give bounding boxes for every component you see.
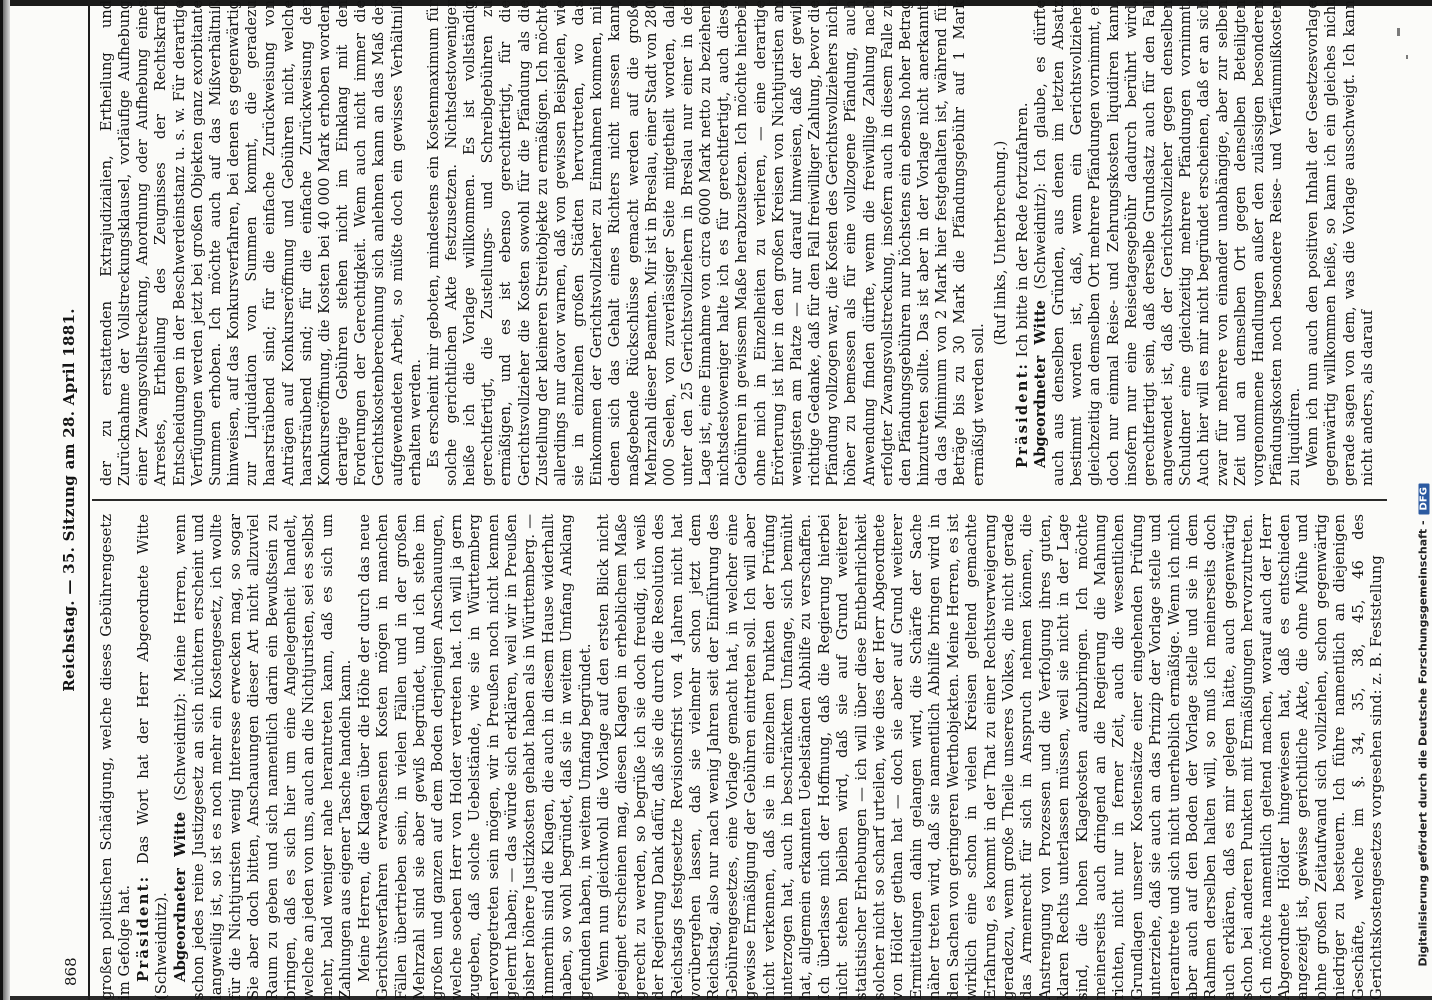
speaker-place: (Schweidnitz): <box>171 692 189 801</box>
paragraph: Wenn nun gleichwohl die Vorlage auf den ersten Blick nicht geeignet erscheinen mag, diesen Klagen in erheblichem Maße gerecht zu werden, so begrüße ich sie doch freudig, ich weiß der Regierung Dank dafür, daß sie die durch die Resolution des Reichstags festgesetzte Revisionsfrist von 4 Jahren nicht hat vorübergehen lassen, daß sie vielmehr schon jetzt dem Reichstag, also nur nach wenig Jahren seit der Einführung des Gebührengesetzes, eine Vorlage gemacht hat, in welcher eine gewisse Ermäßigung der Gebühren eintreten soll. Ich will aber nicht verkennen, daß sie in einzelnen Punkten der Prüfung unterzogen hat, auch in beschränktem Umfange, sich bemüht hat, allgemein erkannten Uebelständen Abhilfe zu verschaffen. Ich überlasse mich der Hoffnung, daß die Regierung hierbei nicht stehen bleiben wird, daß sie auf Grund weiterer statistischer Erhebungen — ich will über diese Entbehrlichkeit solcher nicht so scharf urteilen, wie dies der Herr Abgeordnete von Hölder gethan hat — doch sie aber auf Grund weiterer Ermittelungen dahin gelangen wird, die Schärfe der Sache näher treten wird, daß sie namentlich Abhilfe bringen wird in den Sachen von geringeren Werthobjekten. Meine Herren, es ist wirklich eine schon in vielen Kreisen geltend gemachte Erfahrung, es kommt in der That zu einer Rechtsverweigerung geradezu, wenn große Theile unseres Volkes, die nicht gerade das Armenrecht für sich in Anspruch nehmen können, die Anstrengung von Prozessen und die Verfolgung ihres guten, klaren Rechts unterlassen müssen, weil sie nicht in der Lage sind, die hohen Klagekosten aufzubringen. Ich möchte meinerseits auch dringend an die Regierung die Mahnung richten, nicht nur in ferner Zeit, auch die wesentlichen Grundlagen unserer Kostensätze einer eingehenden Prüfung unterziehe, daß sie auch an das Prinzip der Vorlage stelle und herantrete und sich nicht unerheblich ermäßige. Wenn ich mich aber auch auf den Boden der Vorlage stelle und sie in dem Rahmen derselben halten will, so muß ich meinerseits doch auch erklären, daß es mir gelegen hätte, auch gegenwärtig schon bei anderen Punkten mit Ermäßigungen hervorzutreten. Ich möchte namentlich geltend machen, worauf auch der Herr Abgeordnete Hölder hingewiesen hat, daß es entschieden angezeigt ist, gewisse gerichtliche Akte, die ohne Mühe und ohne großen Zeitaufwand sich vollziehen, schon gegenwärtig niedriger zu besteuern. Ich führe namentlich an diejenigen Geschäfte, welche im §. 34, 35, 38, 45, 46 des Gerichtskostengesetzes vorgesehen sind: z. B. Feststellung <box>594 514 1386 1000</box>
speaker-role: Abgeordneter Witte <box>171 811 189 982</box>
attribution-label: Digitalisierung gefördert durch die Deutsche Forschungsgemeinschaft - <box>1416 520 1430 967</box>
page-header <box>52 0 90 1000</box>
speaker-role: Abgeordneter Witte <box>1031 300 1049 468</box>
attribution-strip <box>1413 0 1432 1000</box>
column-separator <box>92 499 1387 501</box>
paragraph-president <box>135 514 172 1000</box>
interjection: (Ruf links, Unterbrechung.) <box>991 140 1009 346</box>
paragraph-speech <box>172 514 356 1000</box>
attribution-text <box>1417 7 1430 967</box>
scan-edge-left <box>0 0 10 1000</box>
paragraph: Wenn ich nun auch den positiven Inhalt der Gesetzesvorlage gegenwärtig willkommen heiße, so kann ich ein gleiches nicht gerade sagen von dem, was die Vorlage ausschweigt. Ich kann nicht anders, als darauf <box>1304 0 1376 486</box>
paragraph-text: Meine Herren, wenn schon jedes reine Justizgesetz an sich nüchtern erscheint und langweilig ist, so ist es noch mehr ein Kostengesetz, ich wollte für die Nichtjuristen wenig Interesse erwecken mag, so sogar Sie aber doch bitten, Anschauungen dieser Art nicht allzuviel Raum zu geben und sich namentlich darin ein Bewußtsein zu bringen, daß es sich hier um eine Angelegenheit handelt, welche an jeden von uns, auch an die Nichtjuristen, sei es selbst mehr, bald weniger nahe herantreten kann, daß es sich um Zahlungen aus eigener Tasche handeln kann. <box>171 514 355 1000</box>
left-column <box>98 514 1386 1000</box>
page-number: 868 <box>62 957 80 986</box>
scan-speck <box>1406 55 1408 59</box>
dfg-logo: DFG <box>1419 483 1430 514</box>
paragraph-text: Ich bitte in der Rede fortzufahren. <box>1013 102 1031 358</box>
paragraph: großen politischen Schädigung, welche dieses Gebührengesetz im Gefolge hat. <box>98 514 134 1000</box>
paragraph: Meine Herren, die Klagen über die Höhe der durch das neue Gerichtsverfahren erwachsenen Kosten mögen in manchen Fällen übertrieben sein, in vielen Fällen und in der großen Mehrzahl sind sie aber gewiß begründet, und ich stehe im großen und ganzen auf dem Boden derjenigen Anschauungen, welche soeben Herr von Holder vertreten hat. Ich will ja gern zugeben, daß solche Uebelstände, wie sie in Württemberg hervorgetreten sein mögen, wir in Preußen noch nicht kennen gelernt haben; — das würde sich erklären, weil wir in Preußen bisher höhere Justizkosten gehabt haben als in Württemberg. — Immerhin sind die Klagen, die auch in diesem Hause widerhallt haben, so wohl begründet, daß sie in weitem Umfang Anklang gefunden haben, in weitem Umfang begründet. <box>355 514 594 1000</box>
paragraph: der zu erstattenden Extrajudizialien, Ertheilung und Zurücknahme der Vollstreckungsklausel, vorläufige Aufhebung einer Zwangsvollstreckung, Anordnung oder Aufhebung eines Arrestes, Ertheilung des Zeugnisses der Rechtskraft, Entscheidungen in der Beschwerdeinstanz u. s. w. Für derartige Verfügungen werden jetzt bei großen Objekten ganz exorbitante Summen erhoben. Ich möchte auch auf das Mißverhältniß hinweisen, auf das Konkursverfahren, bei denen es gegenwärtig zur Liquidation von Summen kommt, die geradezu haarsträubend sind; für die einfache Zurückweisung von Anträgen auf Konkurseröffnung und Gebühren nicht, welche haarsträubend sind; für die einfache Zurückweisung der Konkurseröffnung, die Kosten bei 40 000 Mark erhoben worden, derartige Gebühren stehen nicht im Einklang mit den Forderungen der Gerechtigkeit. Wenn auch nicht immer die Gerichtskostenberechnung sich anlehnen kann an das Maß der aufgewendeten Arbeit, so müßte doch ein gewisses Verhältniß erhalten werden. <box>98 0 424 486</box>
speaker-place: (Schweidnitz): <box>1031 182 1049 290</box>
paragraph-speech <box>1032 0 1304 486</box>
paragraph-text: Ich glaube, es dürfte auch aus denselben Gründen, aus denen im letzten Absatz bestimmt worden ist, daß, wenn ein Gerichtsvollzieher gleichzeitig an demselben Ort mehrere Pfändungen vornimmt, er doch nur einmal Reise- und Zehrungskosten liquidiren kann, insofern nur eine Reisetagesgebühr dadurch berührt wird, gerechtfertigt sein, daß derselbe Grundsatz auch für den Fall angewendet ist, daß der Gerichtsvollzieher gegen denselben Schuldner eine gleichzeitig mehrere Pfändungen vornimmt. Auch hier will es mir nicht begründet erscheinen, daß er an sich zwar für mehrere von einander unabhängige, aber zur selben Zeit und an demselben Ort gegen denselben Beteiligten vorgenommene Handlungen außer den zulässigen besonderen Pfändungskosten noch besondere Reise- und Verfäumnißkosten zu liquidiren. <box>1031 0 1304 486</box>
header-rule <box>88 0 90 1000</box>
scan-speck <box>1397 28 1400 36</box>
speaker-label: Präsident: <box>1013 361 1031 468</box>
paragraph: Es erscheint mir geboten, mindestens ein Kostenmaximum für solche gerichtlichen Akte festzusetzen. Nichtsdestoweniger heiße ich die Vorlage willkommen. Es ist vollständig gerechtfertigt, die Zustellungs- und Schreibgebühren zu ermäßigen, und es ist ebenso gerechtfertigt, für die Gerichtsvollzieher die Kosten sowohl für die Pfändung als die Zustellung der kleineren Streitobjekte zu ermäßigen. Ich möchte allerdings nur davor warnen, daß von gewissen Beispielen, wie sie in einzelnen großen Städten hervortreten, wo das Einkommen der Gerichtsvollzieher zu Einnahmen kommen, mit denen sich das Gehalt eines Richters nicht messen kann, maßgebende Rückschlüsse gemacht werden auf die große Mehrzahl dieser Beamten. Mir ist in Breslau, einer Stadt von 280 000 Seelen, von zuverlässiger Seite mitgetheilt worden, daß unter den 25 Gerichtsvollziehern in Breslau nur einer in der Lage ist, eine Einnahme von circa 6000 Mark netto zu beziehen; nichtsdestoweniger halte ich es für gerechtfertigt, auch diese Gebühren in gewissem Maße herabzusetzen. Ich möchte hierbei, ohne mich in Einzelheiten zu verlieren, — eine derartige Erörterung ist hier in den großen Kreisen von Nichtjuristen am wenigsten am Platze — nur darauf hinweisen, daß der gewiß richtige Gedanke, daß für den Fall freiwilliger Zahlung, bevor die Pfändung vollzogen war, die Kosten des Gerichtsvollziehers nicht höher zu bemessen als für eine vollzogene Pfändung, auch Anwendung finden dürfte, wenn die freiwillige Zahlung nach erfolgter Zwangsvollstreckung, insofern auch in diesem Falle zu den Pfändungsgebühren nur höchstens ein ebenso hoher Betrag hinzutreten sollte. Das ist aber in der Vorlage nicht anerkannt, da das Minimum von 2 Mark hier festgehalten ist, während für Beträge bis zu 30 Mark die Pfändungsgebühr auf 1 Mark ermäßigt werden soll. <box>424 0 987 486</box>
right-column <box>98 0 1377 486</box>
rotated-document-page <box>52 0 1392 1000</box>
speaker-label: Präsident: <box>134 874 152 982</box>
paragraph-text: Das Wort hat der Herr Abgeordnete Witte (Schweidnitz). <box>134 514 171 1000</box>
paragraph-president <box>1014 0 1032 486</box>
running-title: Reichstag. — 35. Sitzung am 28. April 1881. <box>60 308 78 692</box>
